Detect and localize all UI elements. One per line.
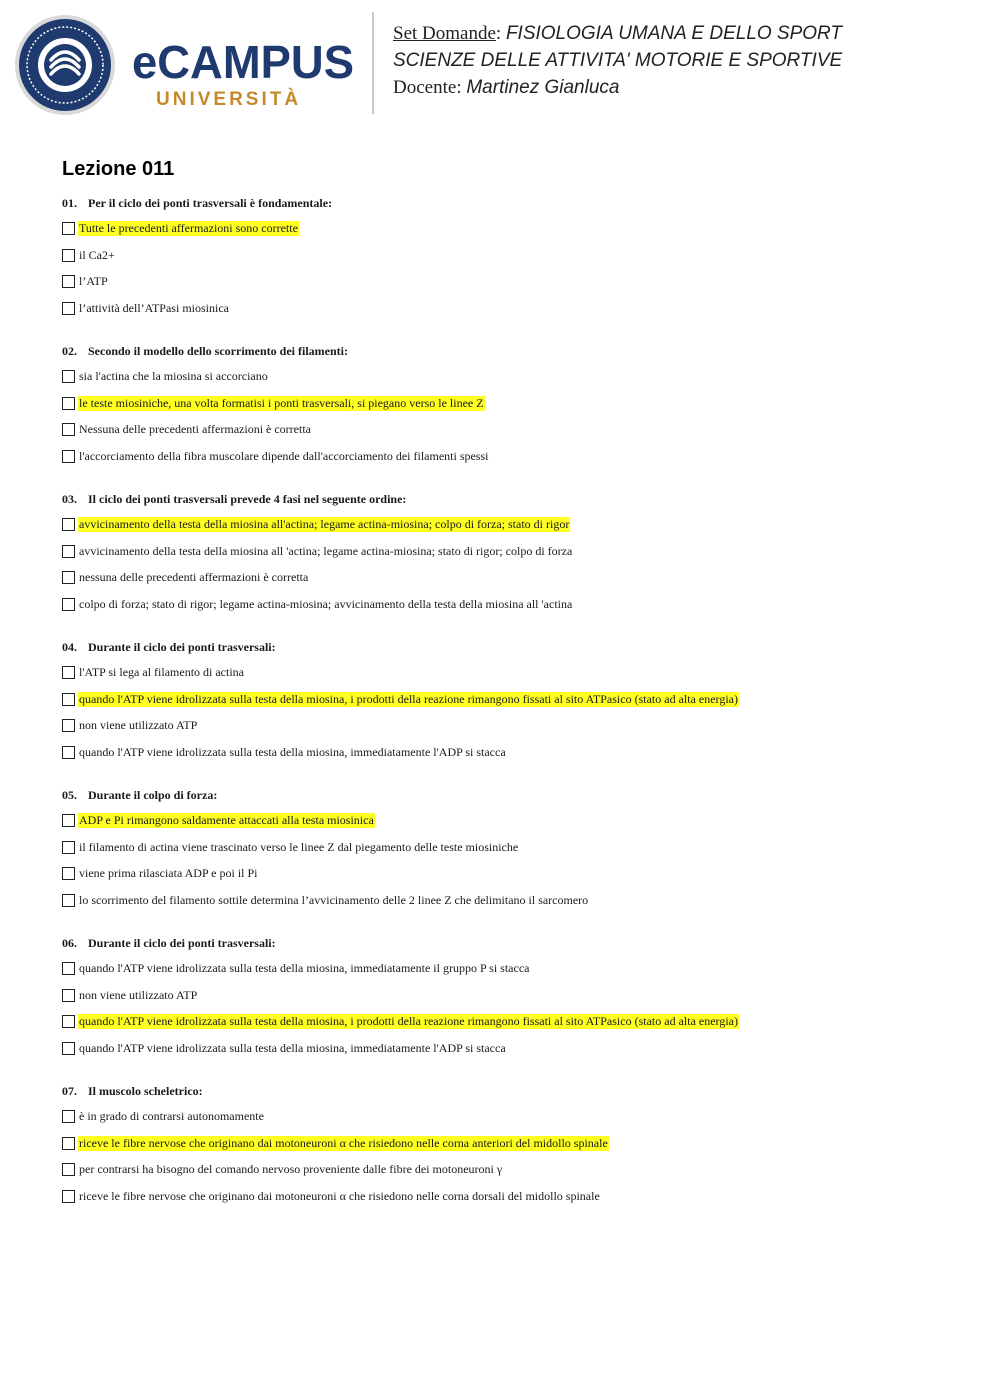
question-heading (62, 195, 962, 211)
ecampus-seal-logo (14, 14, 116, 116)
answer-option-correct[interactable] (62, 1014, 962, 1041)
course-name: FISIOLOGIA UMANA E DELLO SPORT (505, 23, 843, 44)
answer-checkbox[interactable] (62, 571, 75, 584)
answer-option[interactable] (62, 665, 962, 692)
answer-option[interactable] (62, 893, 962, 920)
question-number: 01. (62, 196, 77, 210)
answer-option[interactable] (62, 369, 962, 396)
answer-option[interactable] (62, 422, 962, 449)
answer-text: viene prima rilasciata ADP e poi il Pi (79, 866, 258, 880)
answer-option[interactable] (62, 570, 962, 597)
answer-checkbox[interactable] (62, 450, 75, 463)
docente-line: Docente: Martinez Gianluca (393, 77, 620, 98)
answer-text: sia l'actina che la miosina si accorciano (79, 369, 268, 383)
question-2 (62, 343, 962, 475)
answer-option[interactable] (62, 301, 962, 328)
answer-checkbox[interactable] (62, 222, 75, 235)
svg-text:UNIVERSITÀ: UNIVERSITÀ (156, 89, 302, 110)
answer-checkbox[interactable] (62, 302, 75, 315)
answer-text: quando l'ATP viene idrolizzata sulla testa della miosina, immediatamente l'ADP si stacca (79, 744, 506, 759)
answer-text: le teste miosiniche, una volta formatisi i ponti trasversali, si piegano verso le linee Z (79, 395, 484, 410)
answer-text: riceve le fibre nervose che originano dai motoneuroni α che risiedono nelle corna anteriori del midollo spinale (79, 1135, 608, 1150)
answer-text: il filamento di actina viene trascinato verso le linee Z dal piegamento delle teste miosiniche (79, 839, 519, 854)
question-text: Durante il ciclo dei ponti trasversali: (88, 936, 276, 950)
answer-text: quando l'ATP viene idrolizzata sulla testa della miosina, immediatamente il gruppo P si stacca (79, 961, 530, 975)
answer-text: l’attività dell’ATPasi miosinica (79, 300, 229, 315)
answer-option[interactable] (62, 449, 962, 476)
answer-text: per contrarsi ha bisogno del comando nervoso proveniente dalle fibre dei motoneuroni γ (79, 1162, 503, 1176)
answer-option[interactable] (62, 961, 962, 988)
answer-text: Tutte le precedenti affermazioni sono corrette (79, 221, 298, 235)
answer-checkbox[interactable] (62, 1190, 75, 1203)
answer-option-correct[interactable] (62, 221, 962, 248)
page-header (0, 0, 1000, 130)
answer-checkbox[interactable] (62, 989, 75, 1002)
answer-option[interactable] (62, 597, 962, 624)
answer-checkbox[interactable] (62, 397, 75, 410)
answer-option[interactable] (62, 1041, 962, 1068)
question-heading (62, 639, 962, 655)
answer-text: l'ATP si lega al filamento di actina (79, 665, 245, 679)
question-number: 02. (62, 344, 77, 358)
answer-text: è in grado di contrarsi autonomamente (79, 1109, 264, 1123)
question-text: Per il ciclo dei ponti trasversali è fondamentale: (88, 196, 333, 210)
question-text: Il muscolo scheletrico: (88, 1084, 203, 1098)
answer-checkbox[interactable] (62, 423, 75, 436)
answer-text: colpo di forza; stato di rigor; legame actina-miosina; avvicinamento della testa della miosina all 'actina (79, 596, 573, 611)
answer-option[interactable] (62, 248, 962, 275)
answer-checkbox[interactable] (62, 841, 75, 854)
answer-option-correct[interactable] (62, 517, 962, 544)
answer-checkbox[interactable] (62, 746, 75, 759)
answer-text: il Ca2+ (79, 247, 115, 262)
answer-checkbox[interactable] (62, 1110, 75, 1123)
question-text: Durante il colpo di forza: (88, 788, 218, 802)
question-heading (62, 491, 962, 507)
question-3 (62, 491, 962, 623)
answer-option-correct[interactable] (62, 396, 962, 423)
answer-checkbox[interactable] (62, 545, 75, 558)
question-list (62, 195, 962, 1231)
answer-checkbox[interactable] (62, 249, 75, 262)
answer-option[interactable] (62, 1189, 962, 1216)
question-1 (62, 195, 962, 327)
answer-option[interactable] (62, 988, 962, 1015)
answer-text: lo scorrimento del filamento sottile determina l’avvicinamento delle 2 linee Z che delimitano il sarcomero (79, 892, 589, 907)
lesson-title: Lezione 011 (62, 158, 175, 180)
question-6 (62, 935, 962, 1067)
answer-checkbox[interactable] (62, 1163, 75, 1176)
answer-checkbox[interactable] (62, 894, 75, 907)
answer-option[interactable] (62, 1162, 962, 1189)
answer-text: l’ATP (79, 274, 108, 288)
question-7 (62, 1083, 962, 1215)
answer-option-correct[interactable] (62, 813, 962, 840)
question-heading (62, 935, 962, 951)
answer-text: riceve le fibre nervose che originano dai motoneuroni α che risiedono nelle corna dorsali del midollo spinale (79, 1188, 600, 1203)
set-domande-line: Set Domande: FISIOLOGIA UMANA E DELLO SPORT (393, 23, 843, 44)
answer-checkbox[interactable] (62, 867, 75, 880)
answer-option[interactable] (62, 745, 962, 772)
answer-text: l'accorciamento della fibra muscolare dipende dall'accorciamento dei filamenti spessi (79, 448, 489, 463)
answer-text: avvicinamento della testa della miosina all 'actina; legame actina-miosina; stato di rigor; colpo di forza (79, 543, 573, 558)
answer-checkbox[interactable] (62, 666, 75, 679)
question-text: Il ciclo dei ponti trasversali prevede 4 fasi nel seguente ordine: (88, 492, 407, 506)
answer-text: non viene utilizzato ATP (79, 987, 198, 1002)
answer-option[interactable] (62, 274, 962, 301)
answer-checkbox[interactable] (62, 275, 75, 288)
answer-checkbox[interactable] (62, 693, 75, 706)
question-number: 07. (62, 1084, 77, 1098)
question-number: 06. (62, 936, 77, 950)
set-domande-label: Set Domande (393, 23, 496, 44)
answer-checkbox[interactable] (62, 1042, 75, 1055)
question-text: Durante il ciclo dei ponti trasversali: (88, 640, 276, 654)
answer-checkbox[interactable] (62, 1015, 75, 1028)
question-number: 03. (62, 492, 77, 506)
answer-text: non viene utilizzato ATP (79, 718, 198, 732)
question-number: 05. (62, 788, 77, 802)
question-heading (62, 787, 962, 803)
ecampus-wordmark-logo (132, 38, 356, 112)
answer-text: avvicinamento della testa della miosina all'actina; legame actina-miosina; colpo di forza; stato di rigor (79, 517, 570, 531)
course-program: SCIENZE DELLE ATTIVITA' MOTORIE E SPORTIVE (393, 50, 843, 71)
question-4 (62, 639, 962, 771)
answer-checkbox[interactable] (62, 962, 75, 975)
answer-checkbox[interactable] (62, 1137, 75, 1150)
answer-checkbox[interactable] (62, 598, 75, 611)
question-heading (62, 1083, 962, 1099)
question-5 (62, 787, 962, 919)
header-divider (372, 12, 374, 114)
answer-option[interactable] (62, 718, 962, 745)
docente-name: Martinez Gianluca (466, 77, 620, 98)
answer-text: quando l'ATP viene idrolizzata sulla testa della miosina, i prodotti della reazione rimangono fissati al sito ATPasico (stato ad alta energia) (79, 1014, 738, 1028)
answer-checkbox[interactable] (62, 370, 75, 383)
answer-option-correct[interactable] (62, 692, 962, 719)
docente-label: Docente (393, 77, 457, 98)
course-program-line (393, 47, 842, 74)
answer-option-correct[interactable] (62, 1136, 962, 1163)
svg-text:eCAMPUS: eCAMPUS (132, 38, 354, 88)
question-text: Secondo il modello dello scorrimento dei filamenti: (88, 344, 348, 358)
answer-checkbox[interactable] (62, 814, 75, 827)
answer-text: Nessuna delle precedenti affermazioni è corretta (79, 422, 311, 436)
answer-option[interactable] (62, 866, 962, 893)
answer-option[interactable] (62, 840, 962, 867)
answer-text: ADP e Pi rimangono saldamente attaccati alla testa miosinica (79, 813, 374, 827)
answer-text: quando l'ATP viene idrolizzata sulla testa della miosina, immediatamente l'ADP si stacca (79, 1040, 506, 1055)
answer-text: nessuna delle precedenti affermazioni è corretta (79, 570, 309, 584)
question-heading (62, 343, 962, 359)
answer-checkbox[interactable] (62, 719, 75, 732)
answer-checkbox[interactable] (62, 518, 75, 531)
answer-text: quando l'ATP viene idrolizzata sulla testa della miosina, i prodotti della reazione rimangono fissati al sito ATPasico (stato ad alta energia) (79, 691, 738, 706)
question-number: 04. (62, 640, 77, 654)
course-info (393, 20, 842, 101)
answer-option[interactable] (62, 1109, 962, 1136)
answer-option[interactable] (62, 544, 962, 571)
